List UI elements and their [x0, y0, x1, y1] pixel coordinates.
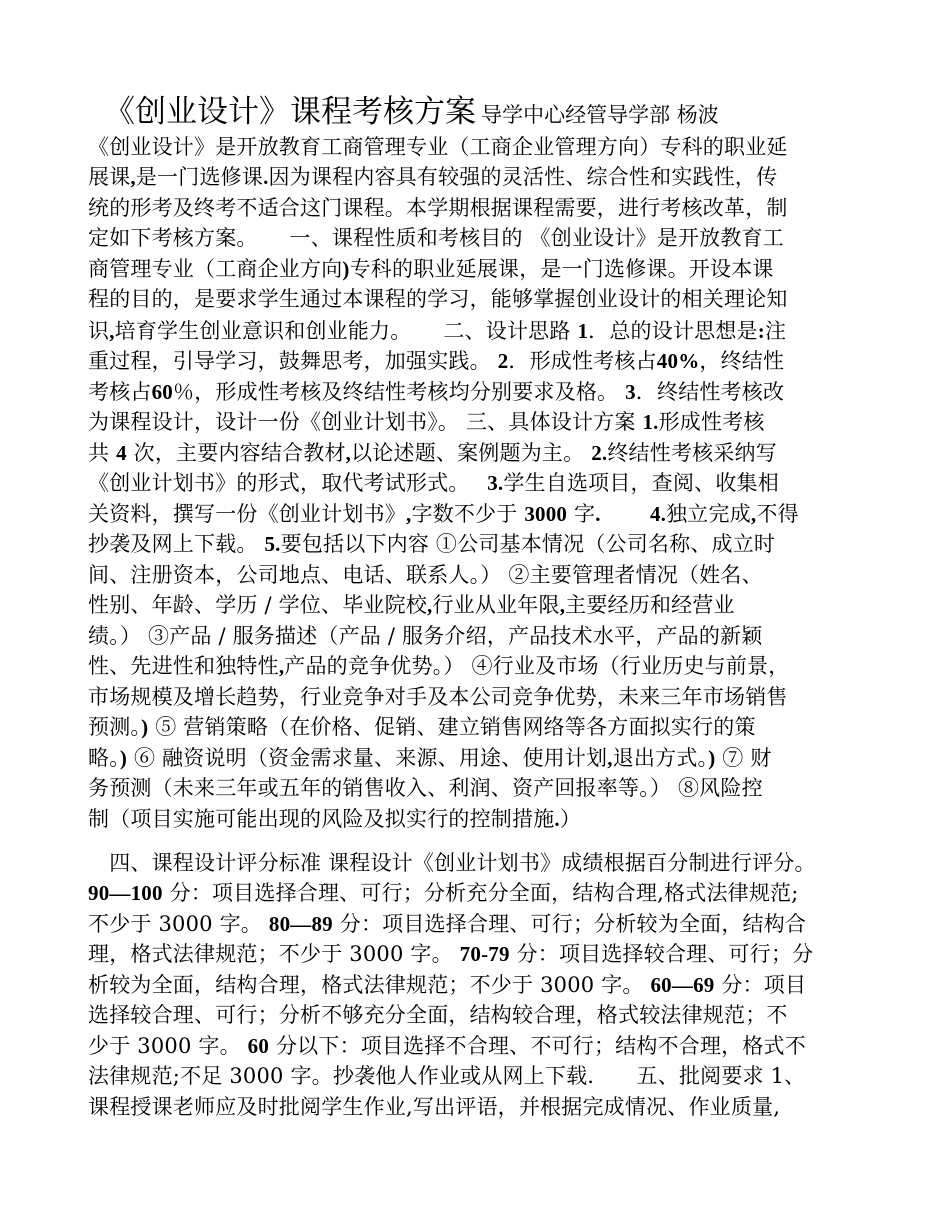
text-segment: 《创业计划书》的形式，取代考试形式。 [88, 471, 488, 495]
text-segment: 定如下考核方案。 一、课程性质和考核目的 《创业设计》是开放教育工 [88, 226, 784, 250]
text-line [88, 1061, 805, 1091]
text-line [88, 1031, 806, 1061]
text-segment: ⑥ 融资说明（资金需求量、来源、用途、使用计划 [127, 746, 608, 770]
text-segment: 不得 [756, 502, 799, 526]
text-line [88, 773, 763, 803]
bold-segment: 60 [247, 1034, 270, 1058]
bold-segment: , [427, 593, 433, 617]
bold-segment: 4. [649, 502, 667, 526]
text-line [88, 223, 784, 253]
text-segment: 行业从业年限 [432, 593, 560, 617]
text-segment: ） [559, 807, 582, 831]
text-segment: 专科的职业延展课，是一门选修课。开设本课 [349, 257, 774, 281]
text-line [88, 346, 784, 376]
text-segment: 选择较合理、可行；分析不够充分全面，结构较合理，格式较法律规范；不 [88, 1003, 788, 1027]
text-line [88, 621, 762, 651]
text-segment: 法律规范;不足 3000 字。抄袭他人作业或从网上下载. 五、批阅要求 1、 [88, 1064, 806, 1088]
text-segment: ，终结性 [699, 349, 785, 373]
text-segment: 次，主要内容结合教材 [126, 441, 346, 465]
text-segment: 独立完成 [666, 502, 751, 526]
text-line [88, 1000, 788, 1030]
bold-segment: . [263, 165, 269, 189]
text-segment: 退出方式。 [612, 746, 709, 770]
bold-segment: 4 [116, 441, 127, 465]
text-line [88, 560, 763, 590]
text-segment: ⑤ 营销策略（在价格、促销、建立销售网络等各方面拟实行的策 [148, 715, 756, 739]
text-segment: 为课程设计，设计一份《创业计划书》。 三、具体设计方案 [88, 410, 643, 434]
text-segment: 统的形考及终考不适合这门课程。本学期根据课程需要，进行考核改革，制 [88, 196, 788, 220]
document-author: 导学中心经管导学部 杨波 [481, 103, 719, 127]
text-segment: 要包括以下内容 ①公司基本情况（公司名称、成立时 [280, 532, 776, 556]
bold-segment: ) [141, 715, 149, 739]
document-title: 《创业设计》课程考核方案 [104, 94, 476, 130]
text-segment: 抄袭及网上下载。 [88, 532, 265, 556]
text-segment: 培育学生创业意识和创业能力。 二、设计思路 [114, 319, 578, 343]
text-segment: ⑦ 财 [715, 746, 772, 770]
text-line [88, 193, 788, 223]
text-segment: 展课 [88, 165, 131, 189]
text-line [88, 377, 784, 407]
bold-segment: 60—69 [650, 973, 715, 997]
bold-segment: 3 [625, 380, 636, 404]
bold-segment: , [130, 165, 136, 189]
bold-segment: 5. [264, 532, 281, 556]
text-segment: 分：项目 [714, 973, 807, 997]
text-line [88, 407, 765, 437]
text-segment: 间、注册资本，公司地点、电话、联系人。） ②主要管理者情况（姓名、 [88, 563, 763, 587]
text-segment: 分：项目选择合理、可行；分析较为全面，结构合 [332, 912, 807, 936]
text-segment: 注 [764, 319, 787, 343]
text-segment: 预测。 [88, 715, 142, 739]
text-segment: 考核占 [88, 380, 152, 404]
text-line [88, 682, 788, 712]
text-segment: ．形成性考核占 [508, 349, 657, 373]
bold-segment: 80—89 [268, 912, 333, 936]
text-segment: 关资料，撰写一份《创业计划书》 [88, 502, 406, 526]
text-line [88, 162, 777, 192]
bold-segment: . [554, 807, 560, 831]
text-segment: 字 [567, 502, 596, 526]
bold-segment: , [109, 319, 115, 343]
text-line [88, 284, 788, 314]
bold-segment: ) [708, 746, 716, 770]
text-segment: 学生自选项目，查阅、收集相 [503, 471, 779, 495]
bold-segment: 40% [656, 349, 700, 373]
bold-segment: 1. [642, 410, 659, 434]
text-segment: 程的目的，是要求学生通过本课程的学习，能够掌握创业设计的相关理论知 [88, 287, 788, 311]
text-segment: 字数不少于 [411, 502, 525, 526]
text-segment: 少于 3000 字。 [88, 1034, 248, 1058]
text-segment: 课程授课老师应及时批阅学生作业,写出评语，并根据完成情况、作业质量, [88, 1095, 781, 1119]
text-line [88, 712, 756, 742]
text-segment: 析较为全面，结构合理，格式法律规范；不少于 3000 字。 [88, 973, 651, 997]
text-line [88, 529, 775, 559]
text-segment: 《创业设计》是开放教育工商管理专业（工商企业管理方向）专科的职业延 [88, 135, 788, 159]
text-segment: 产品的竞争优势。） ④行业及市场（行业历史与前景， [284, 654, 790, 678]
text-segment: 识 [88, 319, 110, 343]
text-line [88, 590, 735, 620]
bold-segment: 3. [487, 471, 504, 495]
text-segment: 性别、年龄、学历 / 学位、毕业院校 [88, 593, 428, 617]
text-line [88, 468, 779, 498]
text-segment: 分：项目选择较合理、可行；分 [509, 942, 814, 966]
text-segment: 略。 [88, 746, 120, 770]
bold-segment: : [757, 319, 765, 343]
text-segment: 形成性考核 [658, 410, 765, 434]
text-segment: 商管理专业（工商企业方向 [88, 257, 343, 281]
text-segment: 理，格式法律规范；不少于 3000 字。 [88, 942, 460, 966]
text-line [88, 878, 799, 908]
bold-segment: , [750, 502, 757, 526]
bold-segment: ) [119, 746, 128, 770]
text-segment: 共 [88, 441, 117, 465]
bold-segment: , [607, 746, 613, 770]
text-line [88, 1092, 780, 1122]
text-segment: 分以下：项目选择不合理、不可行；结构不合理，格式不 [269, 1034, 806, 1058]
bold-segment: , [559, 593, 566, 617]
text-segment: 因为课程内容具有较强的灵活性、综合性和实践性，传 [268, 165, 778, 189]
text-segment: ．总的设计思想是 [588, 319, 758, 343]
text-segment: 性、先进性和独特性 [88, 654, 279, 678]
text-segment: 是一门选修课 [135, 165, 264, 189]
text-segment: 以论述题、案例题为主。 [351, 441, 592, 465]
text-segment: ．终结性考核改 [635, 380, 785, 404]
text-segment: ％，形成性考核及终结性考核均分别要求及格。 [173, 380, 626, 404]
text-segment [601, 502, 650, 526]
text-segment: 终结性考核采纳写 [607, 441, 777, 465]
bold-segment: 1 [577, 319, 589, 343]
text-line [88, 743, 772, 773]
text-segment: 分：项目选择合理、可行；分析充分全面，结构合理,格式法律规范; [162, 881, 799, 905]
text-line [88, 939, 813, 969]
bold-segment: , [278, 654, 285, 678]
text-line [88, 804, 581, 834]
text-segment: 四、课程设计评分标准 课程设计《创业计划书》成绩根据百分制进行评分。 [88, 851, 816, 875]
text-segment: 市场规模及增长趋势，行业竞争对手及本公司竞争优势，未来三年市场销售 [88, 685, 788, 709]
bold-segment: 3000 [524, 502, 568, 526]
text-line [88, 909, 806, 939]
text-segment: 不少于 3000 字。 [88, 912, 269, 936]
text-line [88, 254, 774, 284]
bold-segment: , [345, 441, 352, 465]
text-segment: 务预测（未来三年或五年的销售收入、利润、资产回报率等。） ⑧风险控 [88, 776, 763, 800]
text-line [88, 316, 786, 346]
text-segment: 制（项目实施可能出现的风险及拟实行的控制措施 [88, 807, 555, 831]
text-line [88, 438, 777, 468]
bold-segment: 2. [591, 441, 608, 465]
text-line [88, 848, 816, 878]
text-line [88, 651, 789, 681]
text-line [88, 499, 799, 529]
bold-segment: 60 [151, 380, 174, 404]
text-line [88, 970, 806, 1000]
bold-segment: 2 [497, 349, 509, 373]
text-segment: 重过程，引导学习，鼓舞思考，加强实践。 [88, 349, 498, 373]
text-segment: 主要经历和经营业 [565, 593, 735, 617]
bold-segment: 70-79 [459, 942, 510, 966]
bold-segment: ) [342, 257, 350, 281]
bold-segment: , [406, 502, 412, 526]
bold-segment: . [595, 502, 601, 526]
text-segment: 绩。） ③产品 / 服务描述（产品 / 服务介绍，产品技术水平，产品的新颖 [88, 624, 763, 648]
bold-segment: 90—100 [88, 881, 163, 905]
title-line [104, 86, 719, 131]
text-line [88, 132, 788, 162]
